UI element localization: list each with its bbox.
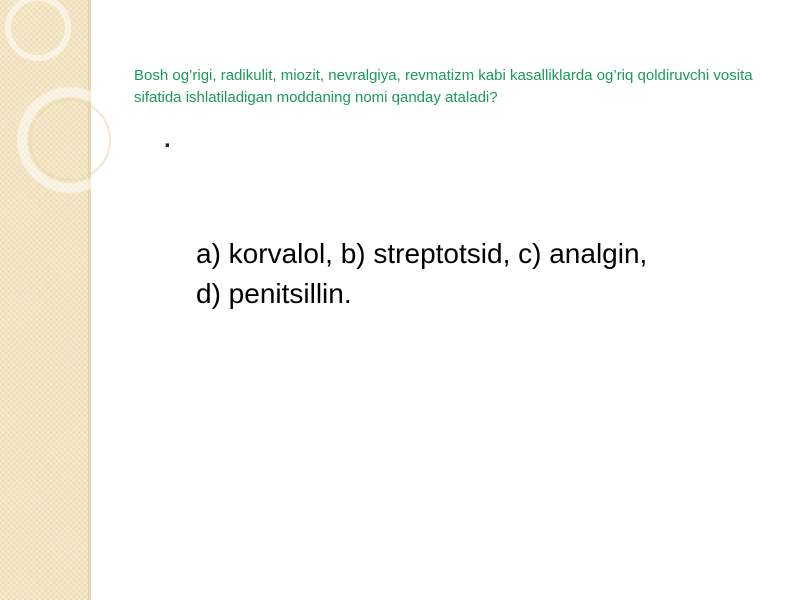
answer-line-1: a) korvalol, b) streptotsid, c) analgin, [196,238,648,269]
answer-line-2: d) penitsillin. [196,278,352,309]
question-text: Bosh og’rigi, radikulit, miozit, nevralgiya, revmatizm kabi kasalliklarda og’riq qoldiruvchi vosita sifatida ishlatiladigan moddaning nomi qanday ataladi? [134,67,753,106]
decorative-rings [0,0,200,220]
answer-options [196,234,786,314]
bullet-marker: . [164,126,171,153]
